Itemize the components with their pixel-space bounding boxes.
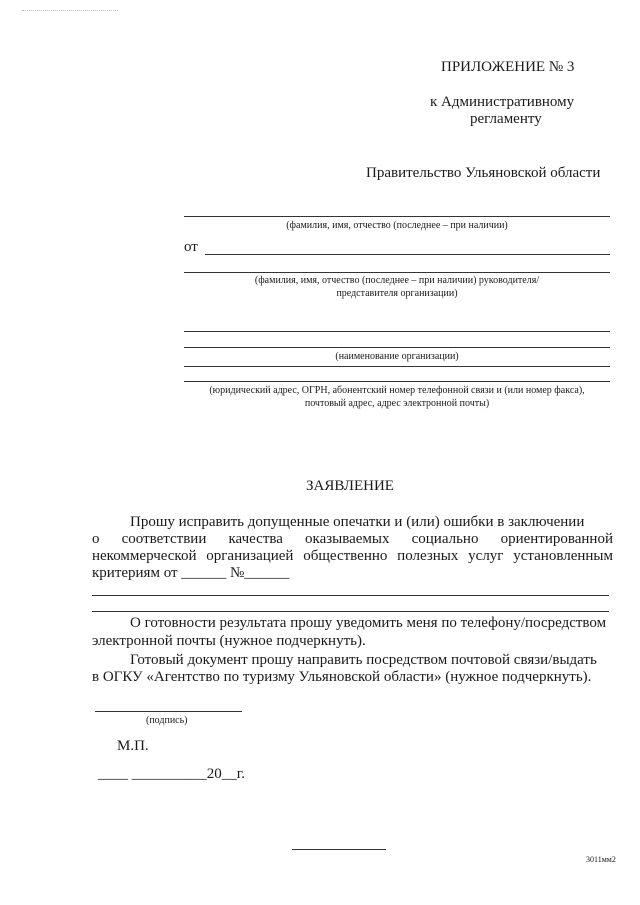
appendix-to-line1: к Административному [430, 94, 575, 110]
signature-line [95, 711, 242, 712]
paragraph1-line2: о соответствии качества оказываемых социально ориентированной [92, 531, 613, 547]
correction-line-2 [92, 611, 609, 612]
representative-caption-1: (фамилия, имя, отчество (последнее – при наличии) руководителя/ [254, 275, 540, 286]
representative-line [184, 272, 610, 273]
signature-caption: (подпись) [146, 715, 188, 726]
paragraph1-line4: критериям от ______ №______ [92, 565, 290, 581]
org-line-2 [184, 347, 610, 348]
paragraph1-line3: некоммерческой организацией общественно полезных услуг установленным [92, 548, 613, 564]
paragraph3-line1: Готовый документ прошу направить посредством почтовой связи/выдать [130, 652, 597, 668]
statement-title: ЗАЯВЛЕНИЕ [306, 478, 394, 494]
footer-separator [292, 849, 386, 850]
appendix-number: ПРИЛОЖЕНИЕ № 3 [441, 59, 575, 75]
paragraph3-line2: в ОГКУ «Агентство по туризму Ульяновской области» (нужное подчеркнуть). [92, 669, 592, 685]
date-line: ____ __________20__г. [98, 766, 245, 782]
paragraph2-line1: О готовности результата прошу уведомить меня по телефону/посредством [130, 615, 607, 631]
fio-caption: (фамилия, имя, отчество (последнее – при наличии) [286, 220, 508, 231]
paragraph1-line1: Прошу исправить допущенные опечатки и (или) ошибки в заключении [130, 514, 585, 530]
document-code: 3011мм2 [586, 855, 616, 864]
fio-line [184, 216, 610, 217]
from-label: от [184, 239, 198, 255]
scan-artifact-top [22, 10, 118, 11]
addressee: Правительство Ульяновской области [366, 165, 601, 181]
appendix-to-line2: регламенту [470, 111, 542, 127]
paragraph2-line2: электронной почты (нужное подчеркнуть). [92, 633, 366, 649]
address-line-1 [184, 366, 610, 367]
address-line-2 [184, 381, 610, 382]
correction-line-1 [92, 595, 609, 596]
from-line [205, 254, 610, 255]
representative-caption-2: представителя организации) [336, 288, 458, 299]
org-line-1 [184, 331, 610, 332]
address-caption-2: почтовый адрес, адрес электронной почты) [304, 398, 490, 409]
org-caption: (наименование организации) [335, 351, 459, 362]
stamp-placeholder: М.П. [117, 738, 149, 754]
address-caption-1: (юридический адрес, ОГРН, абонентский номер телефонной связи и (или номер факса), [209, 385, 585, 396]
